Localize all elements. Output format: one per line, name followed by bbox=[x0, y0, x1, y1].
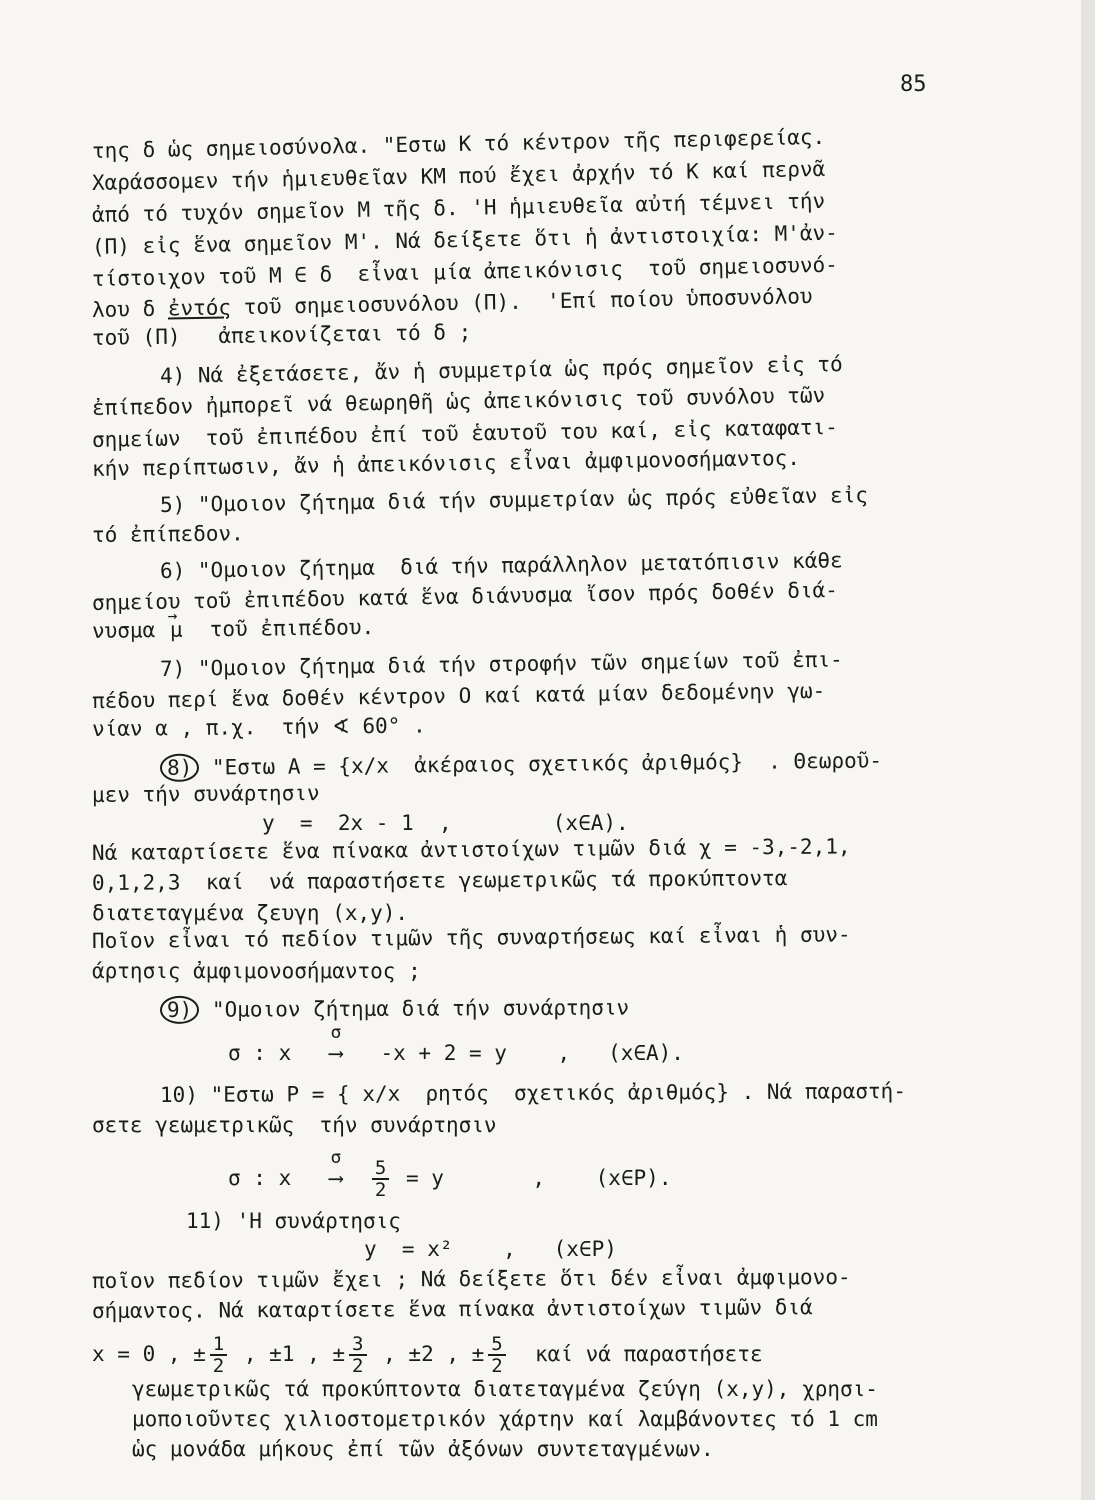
text-line: τό ἐπίπεδον. bbox=[91, 521, 244, 547]
text-segment: -x + 2 = y , (x∈A). bbox=[367, 1041, 684, 1065]
fraction-numerator: 1 bbox=[210, 1334, 227, 1356]
fraction bbox=[210, 1334, 227, 1376]
text-line: σημείου τοῦ ἐπιπέδου κατά ἕνα διάνυσμα ἴσον πρός δοθέν διά- bbox=[91, 577, 839, 615]
text-segment: , ±2 , ± bbox=[370, 1342, 485, 1366]
fraction-numerator: 5 bbox=[488, 1334, 505, 1356]
text-segment: "Εστω Α = {x/x ἀκέραιος σχετικός ἀριθμός} . Θεωροῦ- bbox=[199, 748, 883, 780]
exercise-4: 4) Νά ἐξετάσετε, ἄν ἡ συμμετρία ὡς πρός σημεῖον εἰς τό bbox=[159, 352, 843, 388]
mapping-arrow bbox=[304, 1022, 368, 1066]
text-line: κήν περίπτωσιν, ἄν ἡ ἀπεικόνισις εἶναι ἀμφιμονοσήμαντος. bbox=[91, 445, 801, 481]
text-segment: τοῦ σημειοσυνόλου (Π). 'Επί ποίου ὑποσυνόλου bbox=[230, 284, 813, 320]
arrow-label: σ bbox=[330, 1147, 342, 1168]
text-segment: , ±1 , ± bbox=[231, 1342, 346, 1366]
fraction-numerator: 5 bbox=[372, 1158, 389, 1180]
exercise-5: 5) "Ομοιον ζήτημα διά τήν συμμετρίαν ὡς πρός εὐθεῖαν εἰς bbox=[159, 483, 869, 517]
text-line: ἐπίπεδον ἠμπορεῖ νά θεωρηθῆ ὡς ἀπεικόνισις τοῦ συνόλου τῶν bbox=[91, 383, 826, 420]
text-segment: καί νά παραστήσετε bbox=[509, 1342, 763, 1366]
page-edge-shadow bbox=[1081, 0, 1095, 1500]
text-line: ὡς μονάδα μήκους ἐπί τῶν ἀξόνων συντεταγμένων. bbox=[132, 1437, 714, 1461]
equation-line bbox=[228, 1022, 684, 1066]
text-line: πέδου περί ἕνα δοθέν κέντρον Ο καί κατά μίαν δεδομένην γω- bbox=[91, 678, 826, 713]
text-line: Χαράσσομεν τήν ἡμιευθεῖαν ΚΜ πού ἔχει ἀρχήν τό Κ καί περνᾶ bbox=[91, 156, 826, 195]
text-segment: "Ομοιον ζήτημα διά τήν συνάρτησιν bbox=[199, 995, 630, 1022]
text-line: μοποιοῦντες χιλιοστομετρικόν χάρτην καί λαμβάνοντες τό 1 cm bbox=[132, 1407, 878, 1431]
fraction-numerator: 3 bbox=[349, 1334, 366, 1356]
text-line: σετε γεωμετρικῶς τήν συνάρτησιν bbox=[92, 1113, 497, 1137]
exercise-number-circled: 8) bbox=[160, 754, 200, 782]
arrow-label: σ bbox=[330, 1022, 342, 1043]
fraction-denominator: 2 bbox=[491, 1355, 503, 1377]
text-line: ἀπό τό τυχόν σημεῖον Μ τῆς δ. 'Η ἡμιευθεῖα αὐτή τέμνει τήν bbox=[91, 188, 826, 227]
equation-line: y = 2x - 1 , (x∈A). bbox=[262, 811, 629, 835]
exercise-6: 6) "Ομοιον ζήτημα διά τήν παράλληλον μετατόπισιν κάθε bbox=[159, 548, 843, 583]
text-line bbox=[92, 614, 375, 644]
equation-line: y = x² , (x∈P) bbox=[364, 1237, 617, 1261]
exercise-10: 10) "Εστω Ρ = { x/x ρητός σχετικός ἀριθμός} . Νά παραστή- bbox=[159, 1079, 907, 1107]
fraction-denominator: 2 bbox=[212, 1355, 225, 1377]
arrow-glyph: ⟶ bbox=[329, 1166, 343, 1190]
values-line bbox=[92, 1334, 763, 1376]
arrow-glyph: ⟶ bbox=[329, 1041, 343, 1065]
text-line: ποῖον πεδίον τιμῶν ἔχει ; Νά δείξετε ὅτι δέν εἶναι ἀμφιμονο- bbox=[91, 1265, 851, 1293]
text-segment: σ : x bbox=[228, 1166, 304, 1190]
text-line: (Π) εἰς ἕνα σημεῖον Μ'. Νά δείξετε ὅτι ἡ ἀντιστοιχία: Μ'ἀν- bbox=[91, 220, 839, 259]
fraction bbox=[372, 1158, 389, 1200]
exercise-number-circled: 9) bbox=[160, 996, 199, 1024]
text-line: 0,1,2,3 καί νά παραστήσετε γεωμετρικῶς τά προκύπτοντα bbox=[91, 866, 788, 895]
text-line: Νά καταρτίσετε ἕνα πίνακα ἀντιστοίχων τιμῶν διά χ = -3,-2,1, bbox=[91, 834, 851, 865]
text-line: τοῦ (Π) ἀπεικονίζεται τό δ ; bbox=[91, 320, 472, 350]
text-line: γεωμετρικῶς τά προκύπτοντα διατεταγμένα ζεύγη (x,y), χρησι- bbox=[132, 1377, 878, 1401]
vector-mu: → μ bbox=[168, 617, 185, 643]
text-line: διατεταγμένα ζευγη (x,y). bbox=[92, 901, 409, 925]
text-line: τίστοιχον τοῦ Μ ∈ δ εἶναι μία ἀπεικόνισις τοῦ σημειοσυνό- bbox=[91, 252, 839, 291]
text-line: Ποῖον εἶναι τό πεδίον τιμῶν τῆς συναρτήσεως καί εἶναι ἡ συν- bbox=[91, 922, 851, 953]
text-line: άρτησις ἀμφιμονοσήμαντος ; bbox=[92, 959, 421, 983]
text-segment: τοῦ ἐπιπέδου. bbox=[184, 615, 375, 642]
page-number: 85 bbox=[900, 72, 927, 97]
equation-line bbox=[228, 1147, 672, 1201]
exercise-7: 7) "Ομοιον ζήτημα διά τήν στροφήν τῶν σημείων τοῦ ἐπι- bbox=[159, 647, 843, 681]
exercise-8 bbox=[160, 746, 882, 782]
text-segment: νυσμα bbox=[91, 617, 169, 643]
fraction-denominator: 2 bbox=[374, 1179, 387, 1201]
exercise-11: 11) 'Η συνάρτησις bbox=[186, 1209, 401, 1233]
text-segment: λου δ bbox=[91, 296, 169, 322]
text-line: της δ ὡς σημειοσύνολα. "Εστω Κ τό κέντρον τῆς περιφερείας. bbox=[91, 124, 826, 163]
text-line: νίαν α , π.χ. τήν ∢ 60° . bbox=[91, 713, 426, 741]
underlined-word: ἐντός bbox=[167, 295, 232, 321]
text-line: σημείων τοῦ ἐπιπέδου ἐπί τοῦ ἑαυτοῦ του καί, εἰς καταφατι- bbox=[91, 414, 839, 452]
text-line: μεν τήν συνάρτησιν bbox=[91, 781, 320, 807]
text-line: σήμαντος. Νά καταρτίσετε ἕνα πίνακα ἀντιστοίχων τιμῶν διά bbox=[91, 1295, 813, 1323]
fraction bbox=[488, 1334, 505, 1376]
fraction-denominator: 2 bbox=[352, 1355, 364, 1377]
text-segment: x = 0 , ± bbox=[92, 1342, 206, 1366]
text-segment: = y , (x∈P). bbox=[393, 1166, 672, 1190]
exercise-9 bbox=[160, 994, 629, 1024]
text-segment: σ : x bbox=[228, 1041, 304, 1065]
mapping-arrow bbox=[304, 1147, 368, 1191]
fraction bbox=[349, 1334, 366, 1376]
